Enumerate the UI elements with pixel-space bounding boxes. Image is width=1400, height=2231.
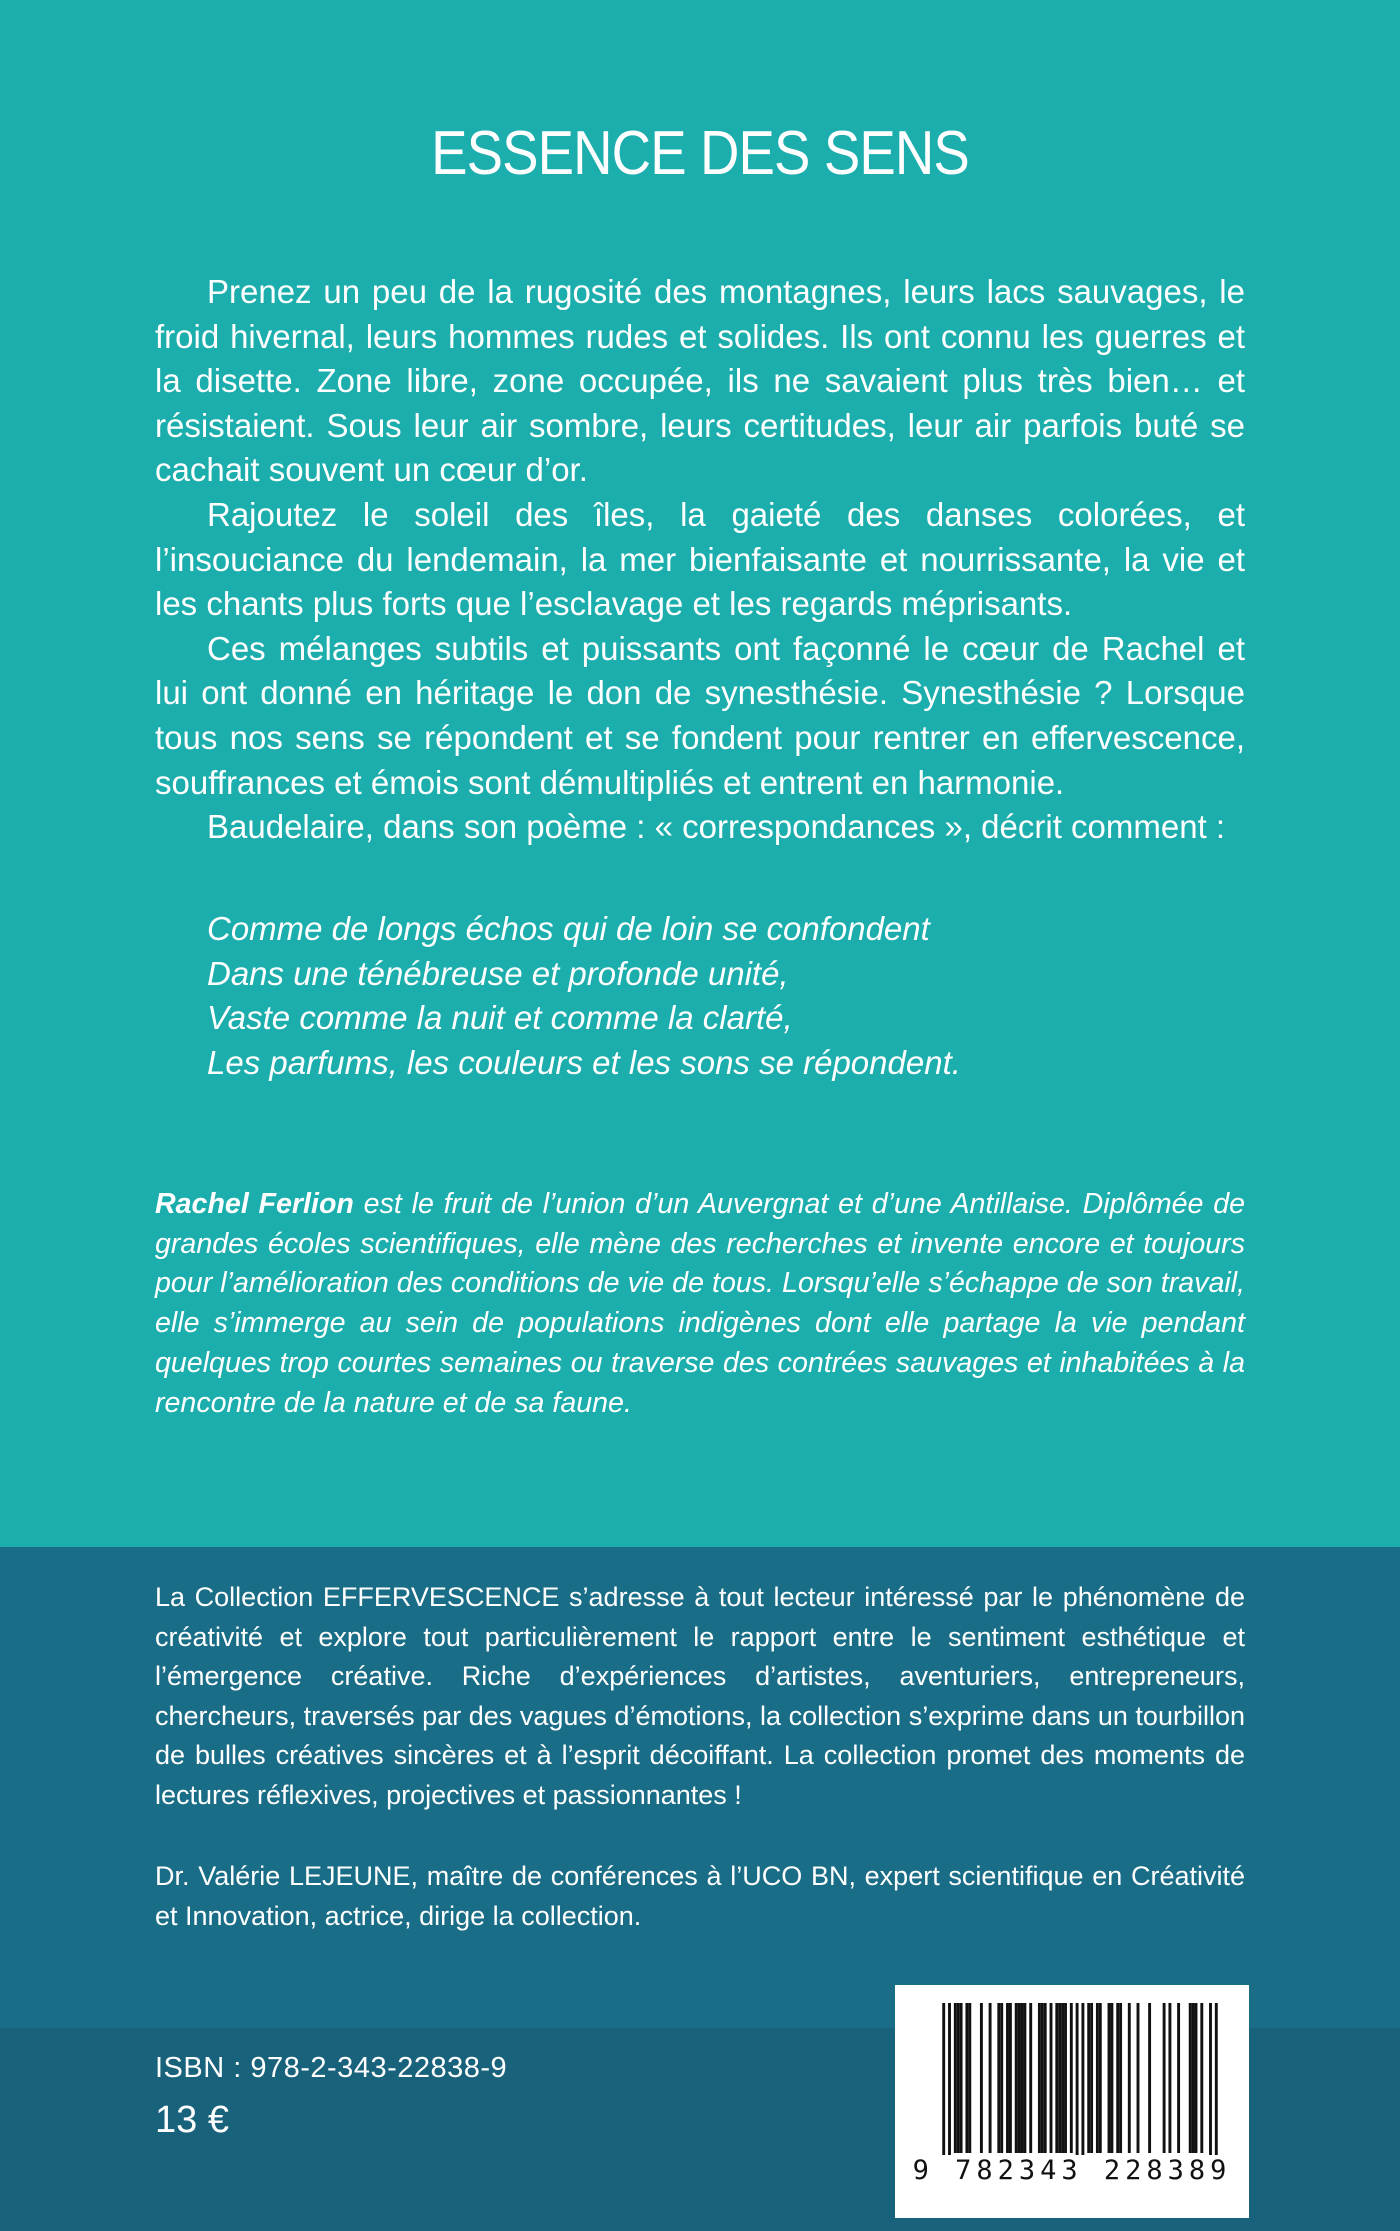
poem-line: Les parfums, les couleurs et les sons se répondent. <box>207 1043 961 1081</box>
poem-quote <box>207 907 1207 1085</box>
barcode-bar <box>957 2003 960 2153</box>
barcode-bar <box>1061 2003 1064 2153</box>
barcode-bar <box>1177 2003 1180 2153</box>
collection-director: Dr. Valérie LEJEUNE, maître de conférences à l’UCO BN, expert scientifique en Créativité et Innovation, actrice, dirige la collection. <box>155 1861 1245 1931</box>
barcode-bar <box>1148 2003 1151 2153</box>
barcode-bar <box>1064 2003 1067 2153</box>
barcode-bar <box>1044 2003 1047 2153</box>
barcode-guard-bar <box>1081 2003 1084 2155</box>
barcode-bar <box>1000 2003 1003 2153</box>
poem-line: Comme de longs échos qui de loin se confondent <box>207 910 930 947</box>
barcode-bar <box>1087 2003 1090 2153</box>
barcode-bar <box>1116 2003 1119 2153</box>
barcode-bar <box>1137 2003 1140 2153</box>
isbn-label: ISBN : 978-2-343-22838-9 <box>155 2052 508 2084</box>
book-title: ESSENCE DES SENS <box>431 119 969 188</box>
barcode-guard-bar <box>1215 2003 1218 2155</box>
author-bio <box>155 1185 1245 1423</box>
book-summary <box>155 270 1245 850</box>
barcode-bar <box>1050 2003 1053 2153</box>
barcode-bar <box>1070 2003 1073 2153</box>
barcode-bar <box>1023 2003 1026 2153</box>
summary-paragraph: Baudelaire, dans son poème : « correspondances », décrit comment : <box>207 808 1226 846</box>
barcode-bar <box>989 2003 992 2153</box>
barcode-bar <box>960 2003 963 2153</box>
barcode-bar <box>968 2003 971 2153</box>
barcode-guard-bar <box>1076 2003 1079 2155</box>
barcode-bar <box>1090 2003 1093 2153</box>
barcode-bar <box>1058 2003 1061 2153</box>
barcode-bars <box>895 1985 1249 2155</box>
barcode-bar <box>980 2003 983 2153</box>
barcode-bar <box>1055 2003 1058 2153</box>
barcode-bar <box>1163 2003 1166 2153</box>
barcode-bar <box>1006 2003 1009 2153</box>
barcode-bar <box>1189 2003 1192 2153</box>
barcode-bar <box>1110 2003 1113 2153</box>
barcode-digits: 9 782343 228389 <box>912 2155 1232 2186</box>
barcode-bar <box>965 2003 968 2153</box>
barcode-bar <box>1029 2003 1032 2153</box>
barcode-bar <box>1195 2003 1198 2153</box>
author-name: Rachel Ferlion <box>155 1188 354 1220</box>
barcode-bar <box>1018 2003 1021 2153</box>
barcode-bar <box>1099 2003 1102 2153</box>
barcode-bar <box>1200 2003 1203 2153</box>
barcode-guard-bar <box>942 2003 945 2155</box>
poem-line: Dans une ténébreuse et profonde unité, <box>207 954 789 992</box>
barcode-bar <box>954 2003 957 2153</box>
barcode-bar <box>1119 2003 1122 2153</box>
poem-line: Vaste comme la nuit et comme la clarté, <box>207 999 793 1036</box>
barcode-bar <box>997 2003 1000 2153</box>
barcode-bar <box>1038 2003 1041 2153</box>
summary-paragraph: Prenez un peu de la rugosité des montagnes, leurs lacs sauvages, le froid hivernal, leurs hommes rudes et solides. Ils ont connu les guerres et la disette. Zone libre, zone occupée, ils ne savaient plus très bien… et résistaient. Sous leur air sombre, leurs certitudes, leur air parfois buté se cachait souvent un cœur d’or. <box>155 273 1245 489</box>
barcode-bar <box>1096 2003 1099 2153</box>
barcode-bar <box>1021 2003 1024 2153</box>
barcode-bar <box>1041 2003 1044 2153</box>
barcode-bar <box>1128 2003 1131 2153</box>
barcode-bar <box>1168 2003 1171 2153</box>
barcode <box>895 1985 1249 2218</box>
summary-paragraph: Rajoutez le soleil des îles, la gaieté des danses colorées, et l’insouciance du lendemain, la mer bienfaisante et nourrissante, la vie et les chants plus forts que l’esclavage et les regards méprisants. <box>155 495 1245 623</box>
barcode-guard-bar <box>1209 2003 1212 2155</box>
summary-paragraph: Ces mélanges subtils et puissants ont façonné le cœur de Rachel et lui ont donné en héritage le don de synesthésie. Synesthésie ? Lorsque tous nos sens se répondent et se fondent pour rentrer en effervescence, souffrances et émois sont démultipliés et entrent en harmonie. <box>155 629 1245 801</box>
barcode-bar <box>1015 2003 1018 2153</box>
barcode-guard-bar <box>948 2003 951 2155</box>
price-label: 13 € <box>155 2099 229 2141</box>
barcode-bar <box>1009 2003 1012 2153</box>
collection-description: La Collection EFFERVESCENCE s’adresse à tout lecteur intéressé par le phénomène de créativité et explore tout particulièrement le rapport entre le sentiment esthétique et l’émergence créative. Riche d’expériences d’artistes, aventuriers, entrepreneurs, chercheurs, traversés par des vagues d’émotions, la collection s’exprime dans un tourbillon de bulles créatives sincères et à l’esprit décoiffant. La collection promet des moments de lectures réflexives, projectives et passionnantes ! <box>155 1582 1245 1810</box>
barcode-bar <box>1192 2003 1195 2153</box>
barcode-bar <box>1108 2003 1111 2153</box>
author-bio-text: est le fruit de l’union d’un Auvergnat et d’une Antillaise. Diplômée de grandes écoles scientifiques, elle mène des recherches et invente encore et toujours pour l’amélioration des conditions de vie de tous. Lorsqu’elle s’échappe de son travail, elle s’immerge au sein de populations indigènes dont elle partage la vie pendant quelques trop courtes semaines ou traverse des contrées sauvages et inhabitées à la rencontre de la nature et de sa faune. <box>155 1188 1245 1419</box>
